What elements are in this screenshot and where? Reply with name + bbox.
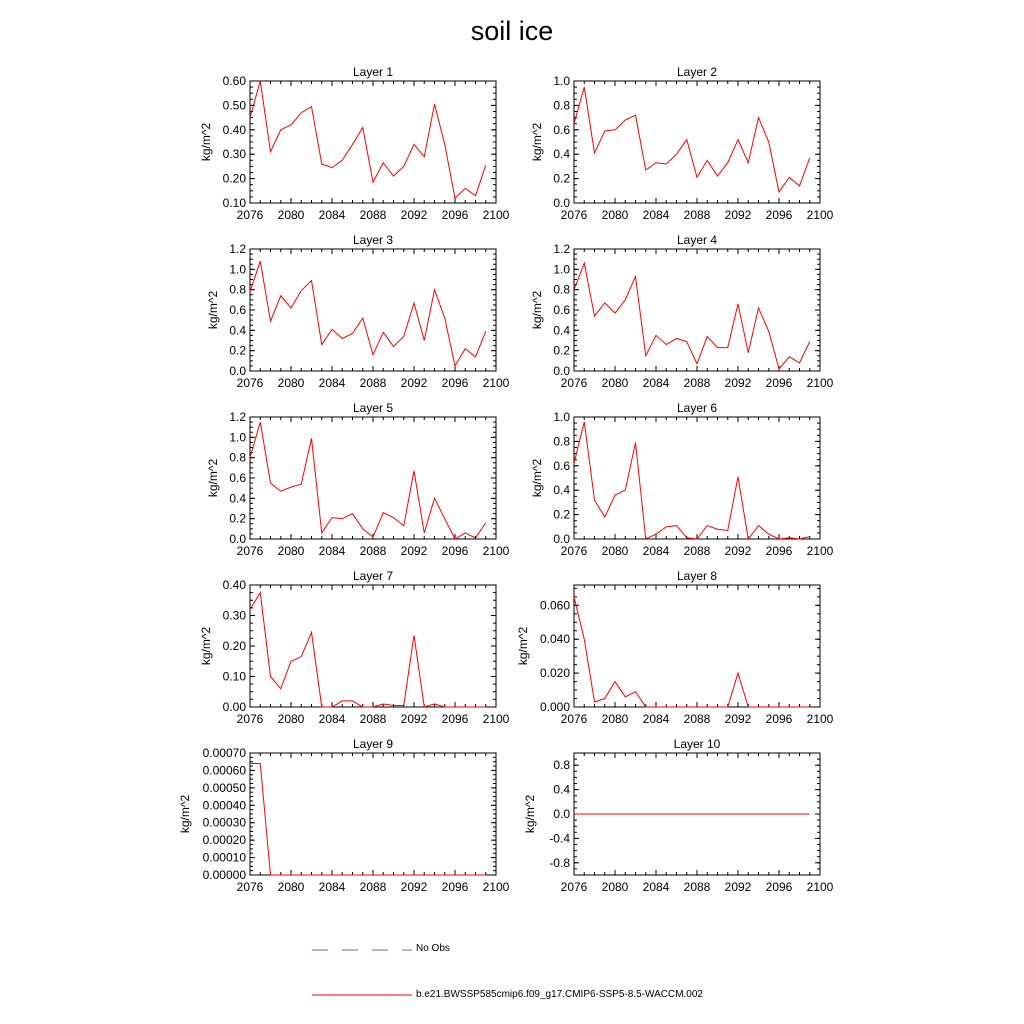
plot-title: Layer 7 [352,569,394,583]
y-tick-label: 0.8 [553,434,570,449]
y-tick-label: 0.00000 [202,868,246,882]
x-tick-label: 2096 [765,376,793,390]
x-tick-label: 2100 [482,376,510,390]
x-tick-label: 2096 [441,880,469,894]
x-tick-label: 2096 [441,376,469,390]
page-title: soil ice [470,16,554,46]
x-tick-label: 2092 [400,712,428,726]
x-tick-label: 2084 [642,544,670,558]
y-tick-label: 0.30 [222,608,246,623]
y-tick-label: 0.50 [222,98,246,113]
y-tick-label: 0.00070 [202,746,246,760]
x-tick-label: 2076 [560,712,588,726]
x-tick-label: 2080 [277,880,305,894]
y-tick-label: 0.0 [229,532,246,546]
plot-title: Layer 4 [676,233,718,247]
x-tick-label: 2084 [318,712,346,726]
x-tick-label: 2088 [359,544,387,558]
x-tick-label: 2088 [683,880,711,894]
y-tick-label: -0.8 [549,855,570,870]
y-tick-label: 0.8 [553,98,570,113]
x-tick-label: 2080 [601,376,629,390]
x-tick-label: 2088 [683,712,711,726]
y-tick-label: 0.00060 [202,763,246,778]
x-tick-label: 2096 [765,880,793,894]
y-tick-label: 0.8 [229,450,246,465]
y-tick-label: 0.4 [553,147,570,162]
x-tick-label: 2084 [642,208,670,222]
y-axis-label: kg/m^2 [530,290,544,330]
plot-title: Layer 3 [352,233,394,247]
y-axis-label: kg/m^2 [199,626,213,666]
y-tick-label: 0.8 [553,758,570,773]
x-tick-label: 2076 [236,880,264,894]
y-tick-label: 0.2 [229,343,246,358]
x-tick-label: 2080 [277,544,305,558]
y-tick-label: 0.2 [229,511,246,526]
y-tick-label: 0.4 [229,491,246,506]
x-tick-label: 2096 [765,208,793,222]
y-tick-label: 0.60 [222,74,246,88]
x-tick-label: 2076 [236,376,264,390]
x-tick-label: 2076 [236,544,264,558]
y-axis-label: kg/m^2 [516,626,530,666]
y-axis-label: kg/m^2 [530,458,544,498]
y-tick-label: 1.0 [553,74,570,88]
y-tick-label: 0.040 [539,632,570,647]
x-tick-label: 2080 [601,712,629,726]
y-tick-label: 0.0 [229,364,246,378]
y-tick-label: 0.4 [553,323,570,338]
y-tick-label: 0.20 [222,171,246,186]
y-tick-label: 0.40 [222,578,246,592]
x-tick-label: 2080 [601,880,629,894]
x-tick-label: 2092 [724,208,752,222]
y-tick-label: 0.00030 [202,815,246,830]
y-axis-label: kg/m^2 [178,794,192,834]
plot-title: Layer 6 [676,401,718,415]
x-tick-label: 2096 [765,712,793,726]
x-tick-label: 2100 [482,880,510,894]
x-tick-label: 2088 [683,208,711,222]
x-tick-label: 2092 [400,208,428,222]
legend-model-label: b.e21.BWSSP585cmip6.f09_g17.CMIP6-SSP5-8.5-WACCM.002 [416,989,703,1000]
y-tick-label: 0.0 [553,196,570,210]
y-tick-label: 1.0 [553,262,570,277]
y-tick-label: -0.4 [549,831,570,846]
legend-obs-label: No Obs [416,943,450,954]
x-tick-label: 2096 [441,712,469,726]
y-tick-label: 0.40 [222,122,246,137]
x-tick-label: 2092 [724,376,752,390]
y-tick-label: 0.0 [553,364,570,378]
x-tick-label: 2100 [806,544,834,558]
y-tick-label: 0.00020 [202,833,246,848]
plot-title: Layer 1 [352,65,394,79]
x-tick-label: 2092 [724,544,752,558]
y-tick-label: 0.8 [229,282,246,297]
y-tick-label: 0.4 [553,483,570,498]
plot-title: Layer 8 [676,569,718,583]
x-tick-label: 2100 [806,376,834,390]
x-tick-label: 2080 [601,544,629,558]
y-tick-label: 0.20 [222,639,246,653]
x-tick-label: 2076 [236,712,264,726]
y-tick-label: 0.10 [222,669,246,684]
y-tick-label: 0.4 [553,782,570,797]
y-tick-label: 1.2 [229,410,246,424]
y-tick-label: 0.6 [229,303,246,317]
x-tick-label: 2096 [441,544,469,558]
x-tick-label: 2092 [400,880,428,894]
y-tick-label: 0.00040 [202,798,246,813]
x-tick-label: 2088 [359,208,387,222]
x-tick-label: 2088 [359,376,387,390]
y-axis-label: kg/m^2 [206,290,220,330]
plot-title: Layer 9 [352,737,394,751]
x-tick-label: 2092 [400,376,428,390]
x-tick-label: 2076 [560,544,588,558]
y-tick-label: 0.00 [222,700,246,714]
x-tick-label: 2092 [724,712,752,726]
y-tick-label: 1.0 [553,410,570,424]
x-tick-label: 2080 [277,712,305,726]
y-tick-label: 0.020 [539,666,570,681]
x-tick-label: 2088 [683,544,711,558]
x-tick-label: 2084 [318,376,346,390]
x-tick-label: 2084 [642,880,670,894]
x-tick-label: 2100 [806,880,834,894]
y-tick-label: 0.00050 [202,780,246,795]
y-tick-label: 0.2 [553,171,570,186]
y-tick-label: 0.6 [553,458,570,473]
y-tick-label: 0.30 [222,147,246,162]
y-axis-label: kg/m^2 [199,122,213,162]
x-tick-label: 2100 [482,208,510,222]
x-tick-label: 2100 [806,208,834,222]
y-tick-label: 0.6 [229,471,246,485]
y-tick-label: 1.0 [229,430,246,445]
y-tick-label: 0.0 [553,532,570,546]
y-tick-label: 1.2 [553,242,570,256]
y-axis-label: kg/m^2 [523,794,537,834]
y-tick-label: 0.060 [539,598,570,613]
x-tick-label: 2076 [560,880,588,894]
x-tick-label: 2100 [806,712,834,726]
x-tick-label: 2076 [560,376,588,390]
y-tick-label: 0.8 [553,282,570,297]
y-tick-label: 0.10 [222,196,246,210]
x-tick-label: 2092 [724,880,752,894]
x-tick-label: 2096 [441,208,469,222]
plot-title: Layer 2 [676,65,718,79]
x-tick-label: 2084 [318,208,346,222]
y-tick-label: 0.6 [553,122,570,137]
x-tick-label: 2080 [277,376,305,390]
x-tick-label: 2088 [359,712,387,726]
plot-title: Layer 10 [673,737,721,751]
x-tick-label: 2088 [359,880,387,894]
x-tick-label: 2096 [765,544,793,558]
x-tick-label: 2084 [318,544,346,558]
y-tick-label: 0.000 [539,700,570,714]
x-tick-label: 2076 [560,208,588,222]
y-tick-label: 0.2 [553,507,570,522]
y-tick-label: 0.00010 [202,850,246,865]
x-tick-label: 2092 [400,544,428,558]
y-axis-label: kg/m^2 [530,122,544,162]
x-tick-label: 2084 [318,880,346,894]
y-tick-label: 0.6 [553,303,570,317]
x-tick-label: 2080 [277,208,305,222]
x-tick-label: 2080 [601,208,629,222]
x-tick-label: 2100 [482,712,510,726]
y-tick-label: 0.2 [553,343,570,358]
x-tick-label: 2100 [482,544,510,558]
x-tick-label: 2084 [642,712,670,726]
y-tick-label: 1.2 [229,242,246,256]
x-tick-label: 2076 [236,208,264,222]
y-tick-label: 0.4 [229,323,246,338]
y-tick-label: 1.0 [229,262,246,277]
y-tick-label: 0.0 [553,807,570,821]
y-axis-label: kg/m^2 [206,458,220,498]
plot-title: Layer 5 [352,401,394,415]
x-tick-label: 2084 [642,376,670,390]
x-tick-label: 2088 [683,376,711,390]
